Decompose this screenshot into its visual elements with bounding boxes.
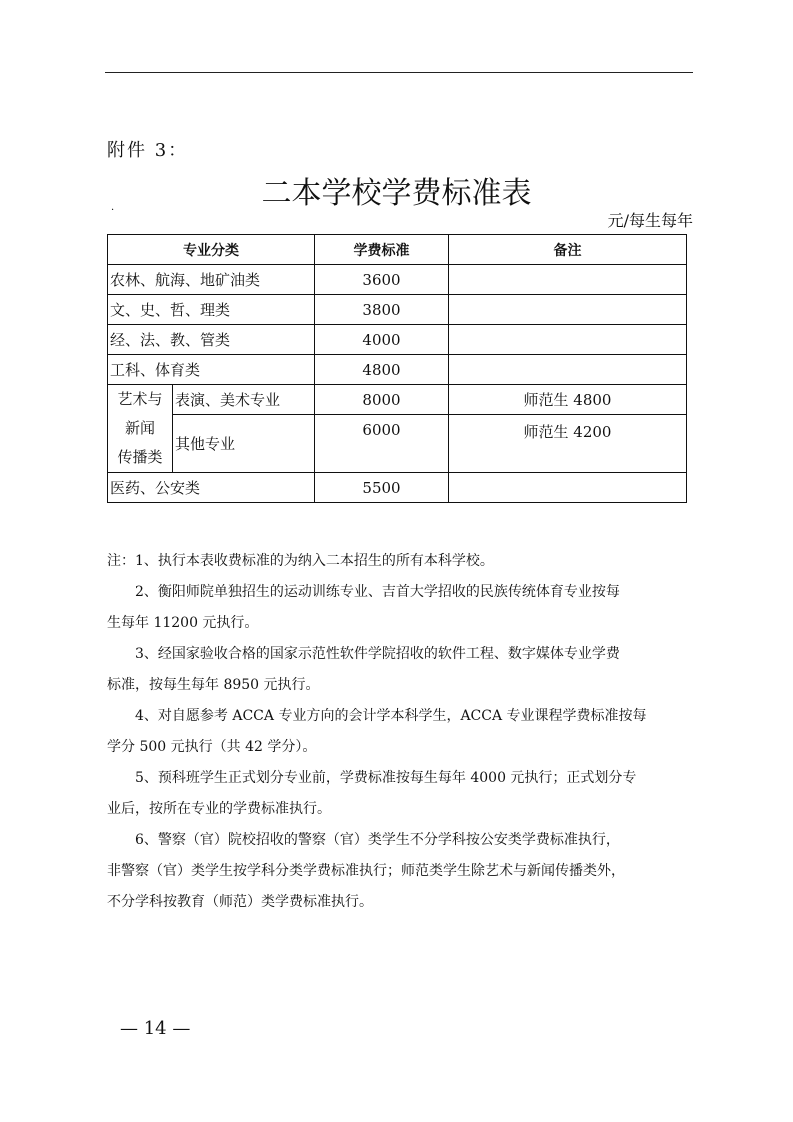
page-title: 二本学校学费标准表 bbox=[261, 176, 532, 211]
art-group-cell bbox=[108, 385, 173, 473]
note-line: 非警察（官）类学生按学科分类学费标准执行；师范类学生除艺术与新闻传播类外， bbox=[107, 863, 625, 879]
page-number: — 14 — bbox=[120, 1018, 191, 1039]
dot-mark: · bbox=[111, 205, 115, 216]
note-cell bbox=[449, 325, 687, 355]
category-cell: 工科、体育类 bbox=[108, 355, 315, 385]
note-line: 标准，按每生每年 8950 元执行。 bbox=[107, 677, 320, 693]
note-cell: 师范生 4800 bbox=[449, 385, 687, 415]
header-fee: 学费标准 bbox=[315, 235, 449, 265]
table-row bbox=[108, 265, 687, 295]
table-header-row bbox=[108, 235, 687, 265]
category-cell: 其他专业 bbox=[173, 415, 315, 473]
art-group-line: 新闻 bbox=[124, 419, 155, 437]
notes-section bbox=[107, 546, 707, 918]
table-row bbox=[108, 473, 687, 503]
fee-table bbox=[107, 234, 687, 503]
header-category: 专业分类 bbox=[108, 235, 315, 265]
table-row bbox=[108, 415, 687, 473]
note-cell: 师范生 4200 bbox=[449, 415, 687, 473]
note-line: 5、预科班学生正式划分专业前，学费标准按每生每年 4000 元执行；正式划分专 bbox=[135, 770, 637, 786]
art-group-line: 艺术与 bbox=[117, 390, 163, 408]
table-row bbox=[108, 355, 687, 385]
note-line: 业后，按所在专业的学费标准执行。 bbox=[107, 801, 331, 817]
category-cell: 医药、公安类 bbox=[108, 473, 315, 503]
table-row bbox=[108, 325, 687, 355]
category-cell: 经、法、教、管类 bbox=[108, 325, 315, 355]
table-row bbox=[108, 385, 687, 415]
fee-cell: 4800 bbox=[315, 355, 449, 385]
note-line: 注：1、执行本表收费标准的为纳入二本招生的所有本科学校。 bbox=[107, 553, 494, 569]
header-note: 备注 bbox=[449, 235, 687, 265]
note-line: 生每年 11200 元执行。 bbox=[107, 615, 259, 631]
note-cell bbox=[449, 355, 687, 385]
note-line: 6、警察（官）院校招收的警察（官）类学生不分学科按公安类学费标准执行， bbox=[135, 832, 620, 848]
note-cell bbox=[449, 295, 687, 325]
header-rule bbox=[105, 72, 693, 73]
category-cell: 文、史、哲、理类 bbox=[108, 295, 315, 325]
note-line: 4、对自愿参考 ACCA 专业方向的会计学本科学生，ACCA 专业课程学费标准按每 bbox=[135, 708, 647, 724]
art-group-line: 传播类 bbox=[117, 448, 163, 466]
note-cell bbox=[449, 265, 687, 295]
category-cell: 表演、美术专业 bbox=[173, 385, 315, 415]
fee-cell: 3800 bbox=[315, 295, 449, 325]
note-line: 2、衡阳师院单独招生的运动训练专业、吉首大学招收的民族传统体育专业按每 bbox=[135, 584, 620, 600]
fee-cell: 5500 bbox=[315, 473, 449, 503]
table-row bbox=[108, 295, 687, 325]
attachment-label: 附件 3： bbox=[107, 140, 189, 161]
fee-cell: 3600 bbox=[315, 265, 449, 295]
category-cell: 农林、航海、地矿油类 bbox=[108, 265, 315, 295]
note-line: 不分学科按教育（师范）类学费标准执行。 bbox=[107, 894, 373, 910]
fee-cell: 8000 bbox=[315, 385, 449, 415]
note-line: 3、经国家验收合格的国家示范性软件学院招收的软件工程、数字媒体专业学费 bbox=[135, 646, 620, 662]
fee-cell: 4000 bbox=[315, 325, 449, 355]
unit-label: 元/每生每年 bbox=[607, 211, 693, 230]
note-line: 学分 500 元执行（共 42 学分）。 bbox=[107, 739, 317, 755]
fee-cell: 6000 bbox=[315, 415, 449, 473]
note-cell bbox=[449, 473, 687, 503]
